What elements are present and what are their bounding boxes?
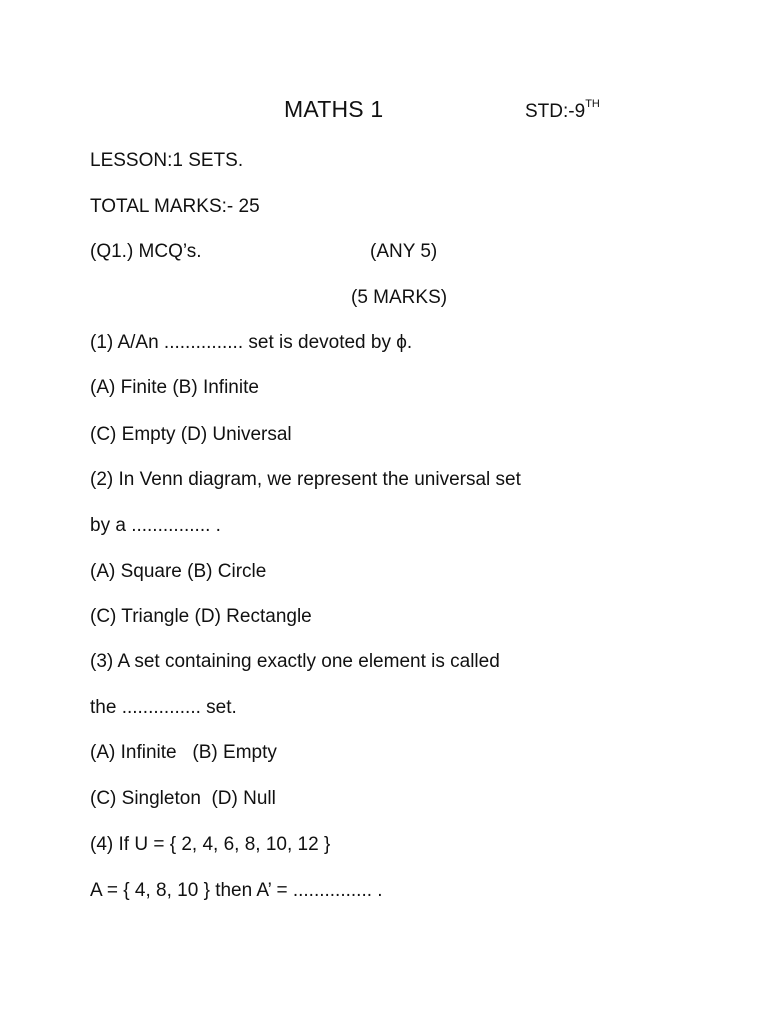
question-3-text-line-2: the ............... set. <box>90 697 237 718</box>
question-1-text: (1) A/An ............... set is devoted by ϕ. <box>90 332 413 353</box>
question-1-options-a-b: (A) Finite (B) Infinite <box>90 377 259 398</box>
question-3-text-line-1: (3) A set containing exactly one element is called <box>90 651 500 672</box>
standard-superscript: TH <box>585 98 600 110</box>
section-any-note: (ANY 5) <box>370 241 438 262</box>
question-2-options-c-d: (C) Triangle (D) Rectangle <box>90 606 312 627</box>
question-2-text-line-2: by a ............... . <box>90 515 221 536</box>
question-3-options-a-b: (A) Infinite (B) Empty <box>90 742 277 763</box>
standard-label <box>525 98 600 123</box>
question-4-text-line-2: A = { 4, 8, 10 } then A’ = ............... . <box>90 880 383 901</box>
standard-text: STD:-9 <box>525 101 586 122</box>
question-2-text-line-1: (2) In Venn diagram, we represent the universal set <box>90 469 521 490</box>
question-3-options-c-d: (C) Singleton (D) Null <box>90 788 276 809</box>
question-4-text-line-1: (4) If U = { 2, 4, 6, 8, 10, 12 } <box>90 834 331 855</box>
question-2-options-a-b: (A) Square (B) Circle <box>90 561 267 582</box>
section-label: (Q1.) MCQ’s. <box>90 241 202 262</box>
page-title: MATHS 1 <box>284 96 384 122</box>
lesson-label: LESSON:1 SETS. <box>90 150 244 171</box>
total-marks-label: TOTAL MARKS:- 25 <box>90 196 260 217</box>
section-marks-note: (5 MARKS) <box>351 287 448 308</box>
question-1-options-c-d: (C) Empty (D) Universal <box>90 424 292 445</box>
